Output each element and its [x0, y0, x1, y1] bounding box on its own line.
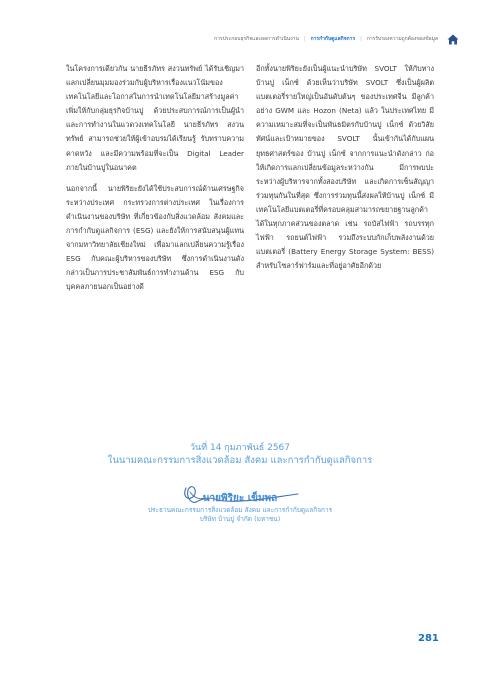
breadcrumb-business: การประกอบธุรกิจและผลการดำเนินงาน	[214, 36, 299, 42]
signer-role-title: ประธานคณะกรรมการสิ่งแวดล้อม สังคม และการกำกับดูแลกิจการ	[147, 506, 333, 514]
paragraph-digital-leader: ในโครงการเดียวกัน นายธีรภัทร สงวนทรัพย์ ได้รับเชิญมาแลกเปลี่ยนมุมมองร่วมกับผู้บริหารเรื่องแนวโน้มของเทคโนโลยีและโอกาสในการนำเทคโนโลยีมาสร้างมูลค่าเพิ่มให้กับกลุ่มธุรกิจบ้านปู ด้วยประสบการณ์การเป็นผู้นำและการทำงานในแวดวงเทคโนโลยี นายธีรภัทร สงวนทรัพย์ สามารถช่วยให้ผู้เข้าอบรมได้เรียนรู้ รับทราบความคาดหวัง และมีความพร้อมที่จะเป็น Digital Leader ภายในบ้านปูในอนาคต	[66, 64, 244, 172]
signature-date: วันที่ 14 กุมภาพันธ์ 2567	[189, 443, 291, 453]
signer-company: บริษัท บ้านปู จำกัด (มหาชน)	[199, 515, 281, 523]
home-icon[interactable]	[447, 34, 459, 45]
signature-heading	[0, 443, 480, 467]
breadcrumb-certification: การรับรองความถูกต้องของข้อมูล	[366, 36, 438, 42]
page-number: 281	[418, 633, 439, 644]
signature-committee: ในนามคณะกรรมการสิ่งแวดล้อม สังคม และการกำกับดูแลกิจการ	[107, 455, 373, 466]
signer-role	[0, 506, 480, 524]
breadcrumb-governance: การกำกับดูแลกิจการ	[310, 36, 356, 42]
left-column	[66, 62, 244, 302]
right-column	[256, 62, 434, 280]
paragraph-svolt: อีกทั้งนายพิริยะยังเป็นผู้แนะนำบริษัท SVOLT ให้กับทางบ้านปู เน็กซ์ ด้วยเห็นว่าบริษัท SVOLT ซึ่งเป็นผู้ผลิตแบตเตอรี่รายใหญ่เป็นอันดับต้นๆ ของประเทศจีน มีลูกค้าอย่าง GWM และ Hozon (Neta) แล้ว ในประเทศไทย มีความเหมาะสมที่จะเป็นพันธมิตรกับบ้านปู เน็กซ์ ด้วยวิสัยทัศน์และเป้าหมายของ SVOLT นั้นเข้ากันได้กับแผนยุทธศาสตร์ของ บ้านปู เน็กซ์ จากการแนะนำดังกล่าว ก่อให้เกิดการแลกเปลี่ยนข้อมูลระหว่างกัน มีการพบปะระหว่างผู้บริหารจากทั้งสองบริษัท และเกิดการเซ็นสัญญาร่วมทุนกันในที่สุด ซึ่งการร่วมทุนนี้ส่งผลให้บ้านปู เน็กซ์ มีเทคโนโลยีแบตเตอรี่ที่ครอบคลุมสามารถขยายฐานลูกค้าได้ในทุกภาคส่วนของตลาด เช่น รถบัสไฟฟ้า รถบรรทุกไฟฟ้า รถยนต์ไฟฟ้า รวมถึงระบบกักเก็บพลังงานด้วยแบตเตอรี่ (Battery Energy Storage System: BESS) สำหรับโซลาร์ฟาร์มและที่อยู่อาศัยอีกด้วย	[256, 64, 434, 271]
breadcrumb-separator: |	[303, 36, 306, 42]
paragraph-esg: นอกจากนี้ นายพิริยะยังได้ใช้ประสบการณ์ด้านเศรษฐกิจระหว่างประเทศ กระทรวงการต่างประเทศ ในเรื่องการดำเนินงานของบริษัท ที่เกี่ยวข้องกับสิ่งแวดล้อม สังคมและการกำกับดูแลกิจการ (ESG) และยังให้การสนับสนุนผู้แทนจากมหาวิทยาลัยเชียงใหม่ เพื่อมาแลกเปลี่ยนความรู้เรื่อง ESG กับคณะผู้บริหารของบริษัท ซึ่งการดำเนินงานดังกล่าวเป็นการประชาสัมพันธ์การทำงานด้าน ESG กับบุคคลภายนอกเป็นอย่างดี	[66, 183, 244, 292]
breadcrumb-separator: |	[360, 36, 362, 42]
page-header	[214, 33, 459, 45]
signer-name: นายพิริยะ เข็มพล	[202, 493, 278, 504]
